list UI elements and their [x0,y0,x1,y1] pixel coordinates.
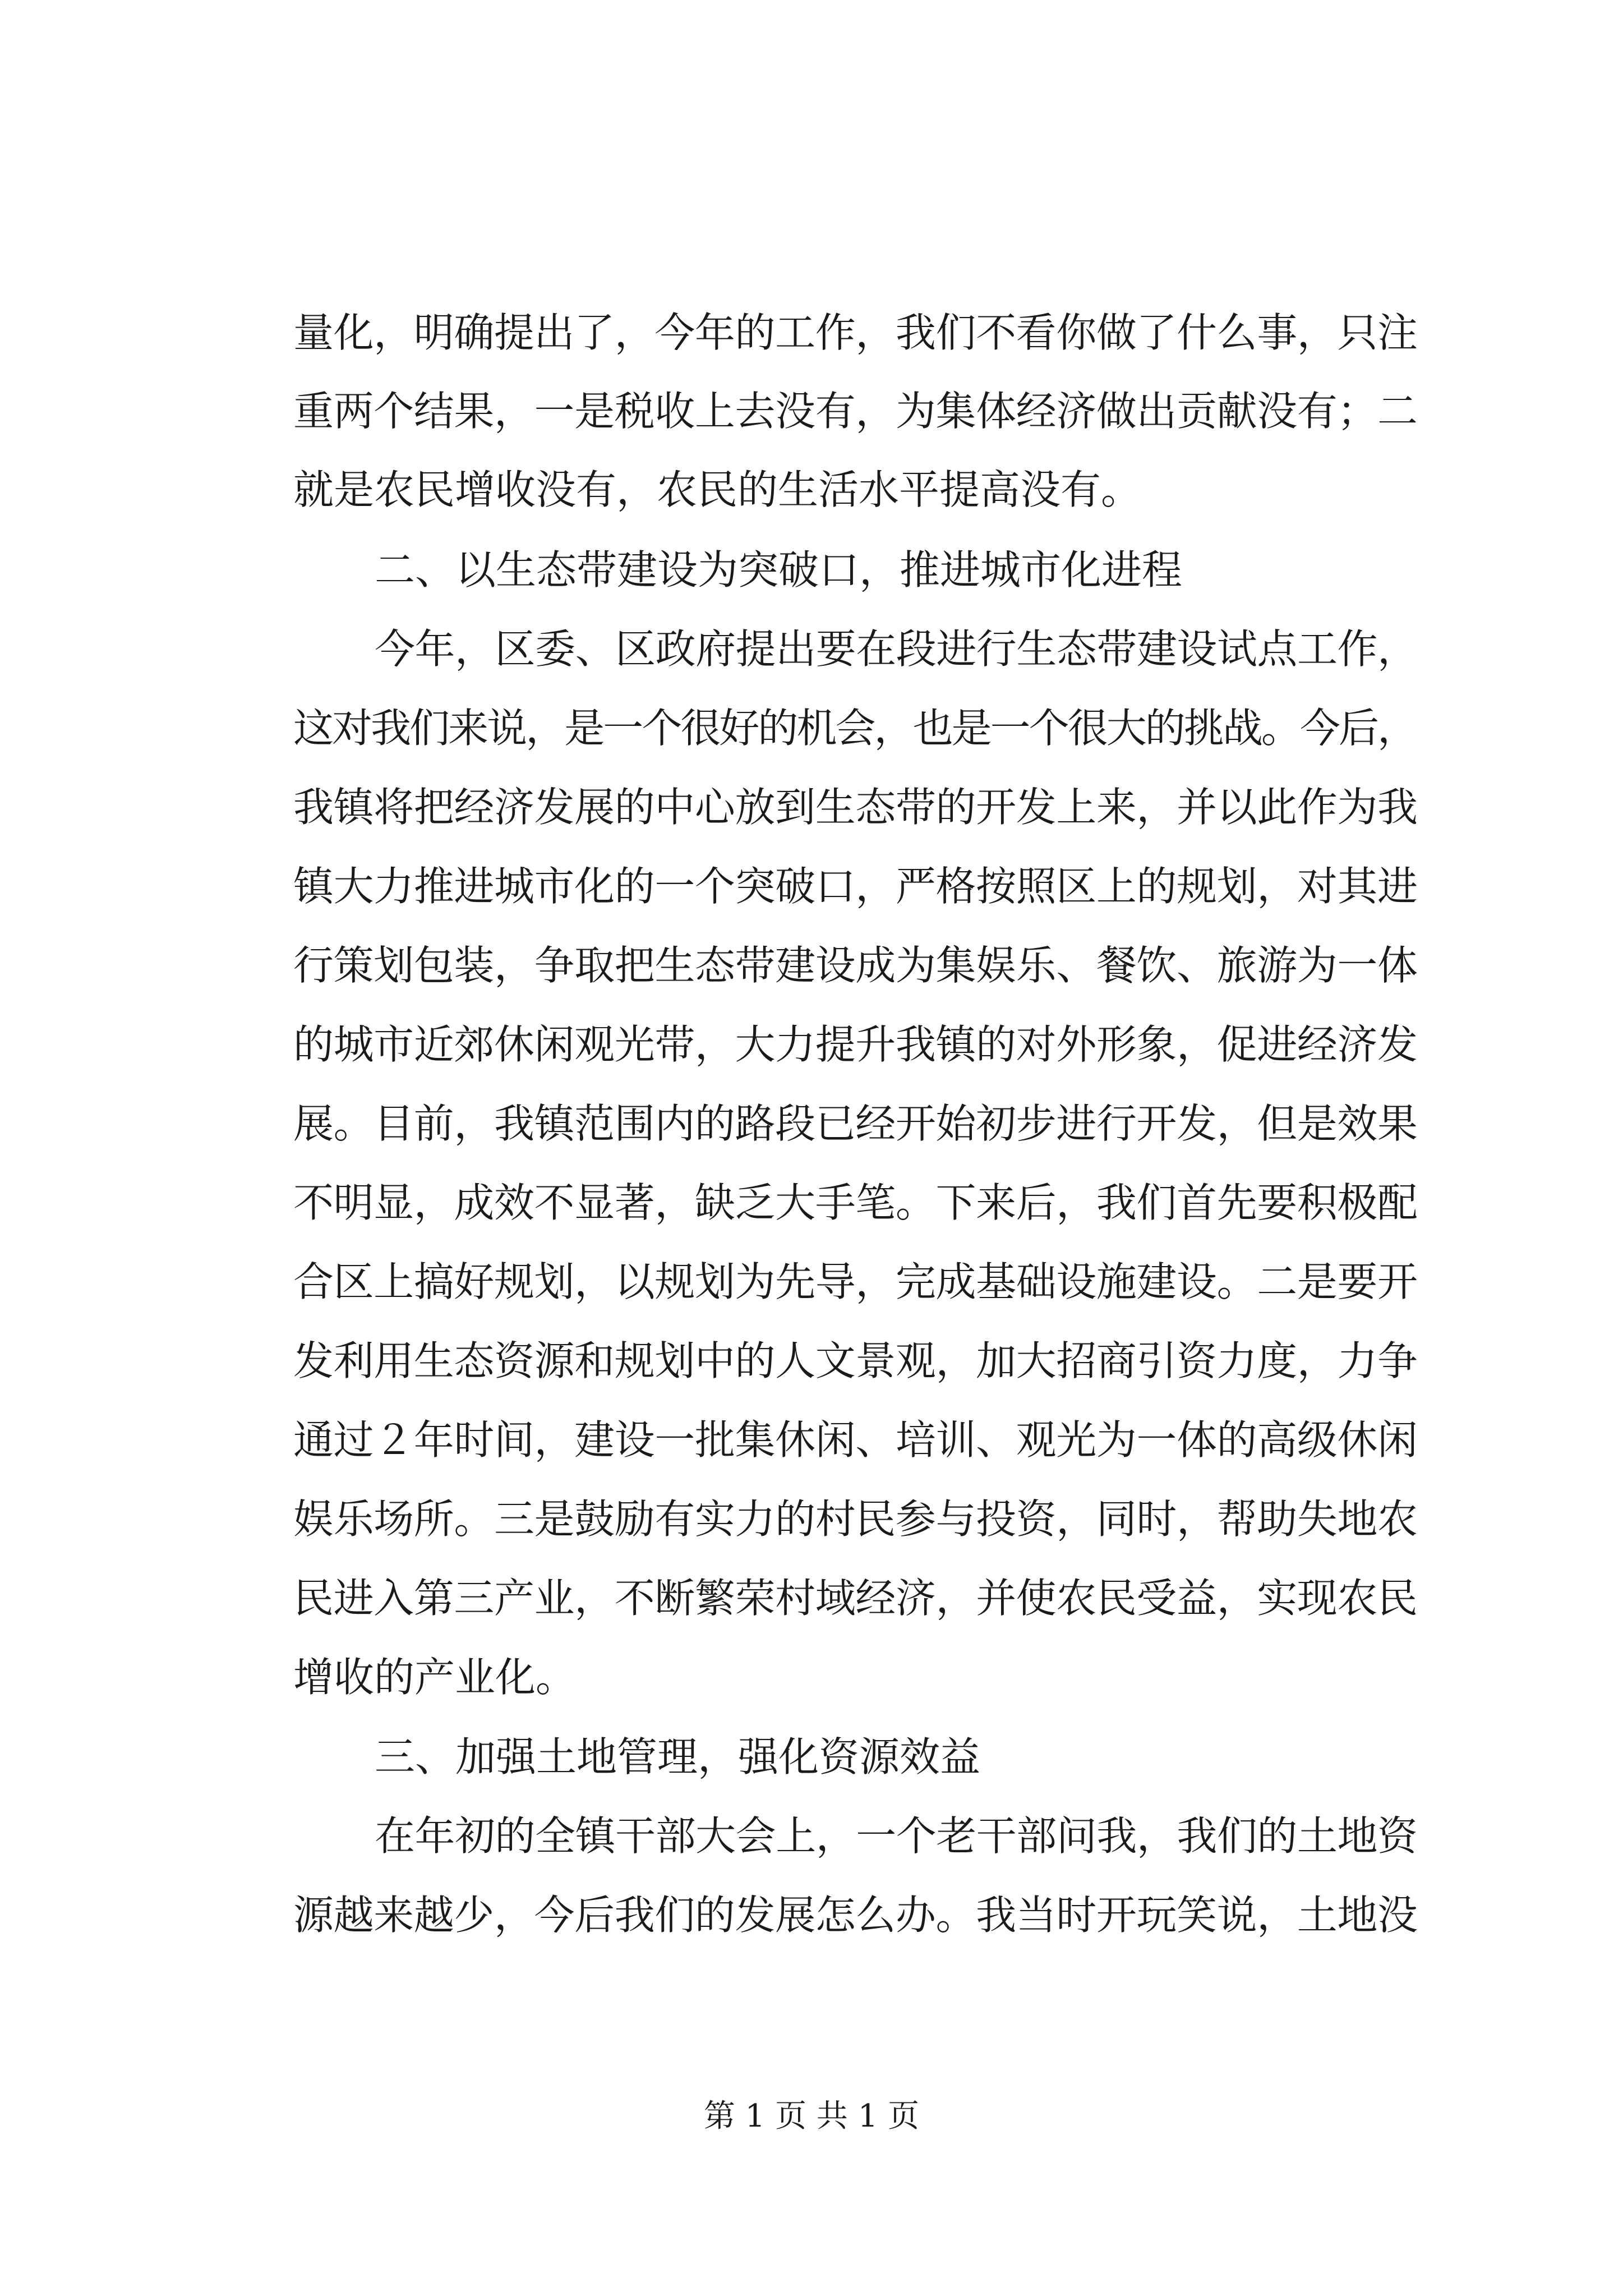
text-line [0,1163,1623,1242]
line-text: 量化，明确提出了，今年的工作，我们不看你做了什么事，只注 [293,309,1418,356]
text-line [0,1084,1623,1163]
text-line [0,1243,1623,1321]
line-text: 我镇将把经济发展的中心放到生态带的开发上来，并以此作为我 [293,784,1418,831]
line-text: 就是农民增收没有，农民的生活水平提高没有。 [293,466,1142,513]
line-text: 重两个结果，一是税收上去没有，为集体经济做出贡献没有；二 [293,388,1418,435]
line-text: 的城市近郊休闲观光带，大力提升我镇的对外形象，促进经济发 [293,1021,1418,1068]
text-line [0,1322,1623,1400]
text-line [0,372,1623,450]
text-line [0,293,1623,372]
text-line [0,1401,1623,1479]
text-line [0,1638,1623,1717]
text-line [0,689,1623,767]
text-line [0,768,1623,846]
heading-text: 三、加强土地管理，强化资源效益 [375,1733,981,1780]
page-footer: 第 1 页 共 1 页 [703,2098,920,2134]
text-line [0,1876,1623,1954]
line-text: 行策划包装，争取把生态带建设成为集娱乐、餐饮、旅游为一体 [293,942,1418,989]
text-line [0,1559,1623,1637]
text-line [0,847,1623,926]
text-line [0,610,1623,688]
line-text: 今年，区委、区政府提出要在段进行生态带建设试点工作， [375,625,1418,673]
line-text: 不明显，成效不显著，缺乏大手笔。下来后，我们首先要积极配 [293,1179,1418,1226]
line-text: 娱乐场所。三是鼓励有实力的村民参与投资，同时，帮助失地农 [293,1496,1418,1543]
line-text: 发利用生态资源和规划中的人文景观，加大招商引资力度，力争 [293,1337,1418,1384]
text-line [0,1480,1623,1558]
heading-text: 二、以生态带建设为突破口，推进城市化进程 [375,546,1183,593]
line-text: 源越来越少，今后我们的发展怎么办。我当时开玩笑说，土地没 [293,1892,1418,1939]
line-text: 增收的产业化。 [293,1654,577,1701]
line-text: 在年初的全镇干部大会上，一个老干部问我，我们的土地资 [375,1812,1418,1860]
line-text: 民进入第三产业，不断繁荣村域经济，并使农民受益，实现农民 [293,1575,1418,1622]
line-text: 通过２年时间，建设一批集休闲、培训、观光为一体的高级休闲 [293,1416,1418,1464]
line-text: 这对我们来说，是一个很好的机会，也是一个很大的挑战。今后， [293,705,1417,752]
text-line [0,1005,1623,1084]
section-heading [0,1718,1623,1796]
text-line [0,450,1623,529]
line-text: 展。目前，我镇范围内的路段已经开始初步进行开发，但是效果 [293,1100,1418,1147]
line-text: 镇大力推进城市化的一个突破口，严格按照区上的规划，对其进 [293,863,1418,910]
text-line [0,1797,1623,1875]
line-text: 合区上搞好规划，以规划为先导，完成基础设施建设。二是要开 [293,1258,1418,1305]
section-heading [0,531,1623,609]
text-line [0,926,1623,1005]
